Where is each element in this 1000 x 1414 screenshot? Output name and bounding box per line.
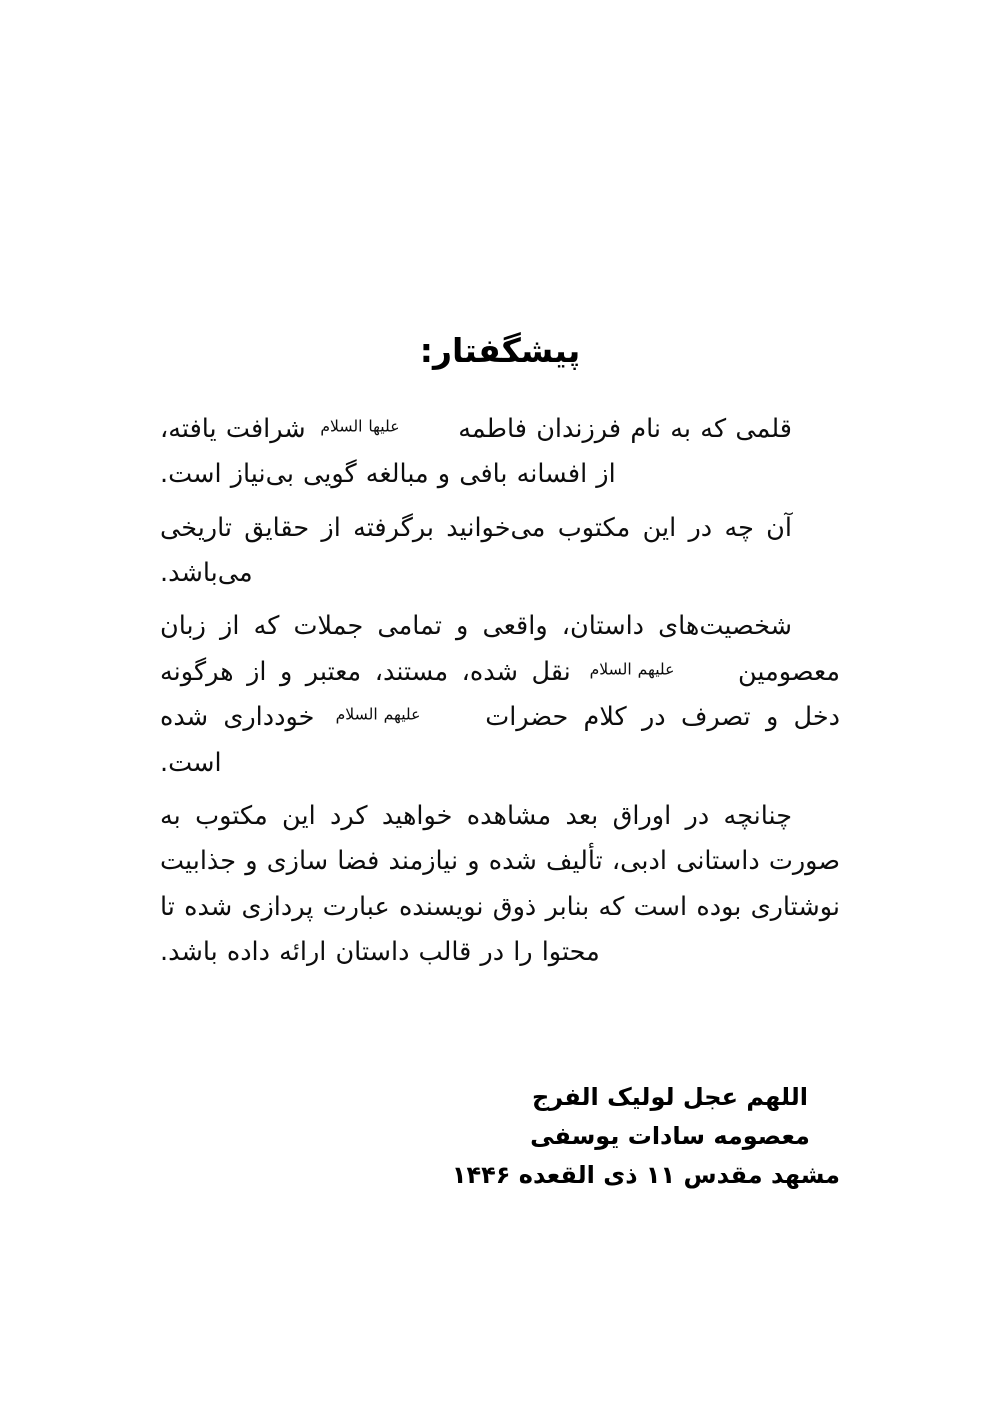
honorific-symbol-icon: علیها السلام <box>320 417 400 437</box>
paragraph-2: آن چه در این مکتوب می‌خوانید برگرفته از حقایق تاریخی می‌باشد. <box>160 512 792 589</box>
paragraph-3 <box>160 604 840 786</box>
signature-author-name: معصومه سادات یوسفی <box>530 1121 810 1150</box>
paragraph-3-segment-3: خودداری شده است. <box>160 702 330 778</box>
paragraph-1-text-before-honorific: قلمی که به نام فرزندان فاطمه <box>449 413 792 444</box>
paragraph-3-segment-2: نقل شده، مستند، معتبر و از هرگونه دخل و تصرف در کلام حضرات <box>160 656 840 733</box>
paragraph-4: چنانچه در اوراق بعد مشاهده خواهید کرد این مکتوب به صورت داستانی ادبی، تألیف شده و نیازمند فضا سازی و جذابیت نوشتاری بوده است که بنابر ذوق نویسنده عبارت پردازی شده تا محتوا را در قالب داستان ارائه داده باشد. <box>160 800 840 968</box>
paragraph-1-text-after-honorific: شرافت یافته، از افسانه بافی و مبالغه گویی بی‌نیاز است. <box>160 413 616 490</box>
paragraph-1 <box>160 407 840 498</box>
signature-invocation: اللهم عجل لولیک الفرج <box>531 1083 809 1111</box>
signature-block <box>451 1078 840 1195</box>
document-body <box>160 330 840 983</box>
page-title: پیشگفتار: <box>419 331 581 370</box>
signature-place-and-date: مشهد مقدس ۱۱ ذی القعده ۱۴۴۶ <box>451 1160 840 1189</box>
honorific-symbol-icon: علیهم السلام <box>589 660 675 679</box>
honorific-symbol-icon: علیهم السلام <box>335 705 421 725</box>
paragraph-3-segment-1: شخصیت‌های داستان، واقعی و تمامی جملات که از زبان معصومین <box>160 611 840 687</box>
